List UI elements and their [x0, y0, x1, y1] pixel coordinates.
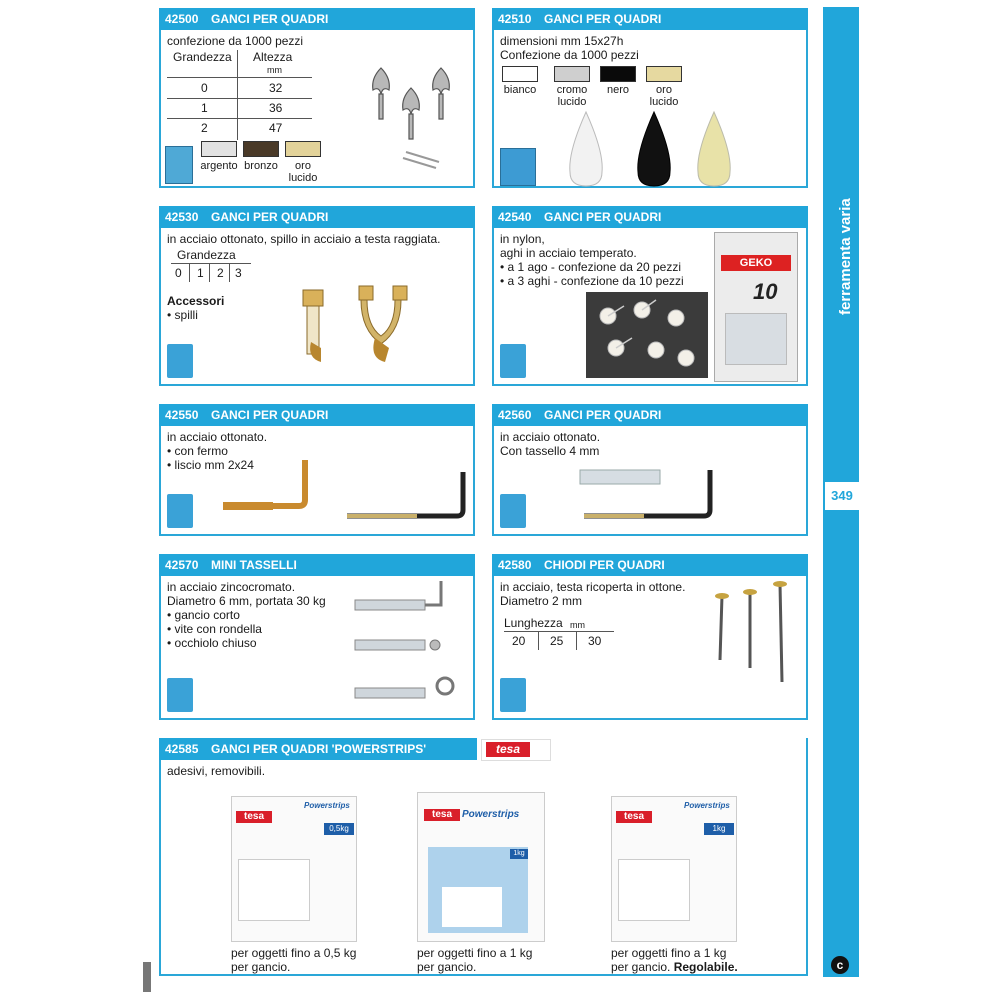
product-header: [492, 404, 808, 426]
hook-with-anchor-image: [578, 464, 738, 530]
table-rule: [171, 263, 251, 264]
accessories-item: • spilli: [167, 308, 198, 322]
bag-icon: [167, 678, 193, 712]
product-title: GANCI PER QUADRI: [544, 210, 662, 224]
product-header: [159, 554, 475, 576]
swatch-label: lucido: [557, 96, 587, 108]
product-code: 42580: [498, 558, 532, 572]
length-cell: 30: [588, 634, 602, 648]
pack-weight: 0,5kg: [324, 823, 354, 835]
section-label: [826, 175, 862, 325]
swatch-bianco: [502, 66, 538, 82]
copyright-icon: c: [831, 956, 849, 974]
product-header: [492, 554, 808, 576]
description: • liscio mm 2x24: [167, 458, 254, 472]
pack-weight: 1kg: [510, 849, 528, 859]
powerstrips-package-1: [231, 796, 357, 942]
swatch-label: lucido: [288, 172, 318, 184]
description: • con fermo: [167, 444, 228, 458]
product-title: GANCI PER QUADRI: [544, 12, 662, 26]
description: in acciaio zincocromato.: [167, 580, 296, 594]
swatch-label: cromo: [556, 84, 588, 96]
description: in acciaio, testa ricoperta in ottone.: [500, 580, 686, 594]
bag-icon: [167, 494, 193, 528]
size-cell: 0: [175, 266, 182, 280]
product-header: [159, 404, 475, 426]
size-label: Grandezza: [177, 248, 236, 262]
product-42570: [159, 554, 475, 720]
table-rule: [167, 77, 312, 78]
table-header-height: Altezza: [253, 50, 293, 64]
caption: per oggetti fino a 1 kg: [417, 946, 533, 960]
mini-anchors-image: [351, 578, 461, 716]
product-code: 42530: [165, 210, 199, 224]
fleur-de-lis-hooks-image: [351, 48, 471, 178]
swatch-label: oro: [295, 160, 311, 172]
description: • vite con rondella: [167, 622, 262, 636]
description: • occhiolo chiuso: [167, 636, 257, 650]
table-header-size: Grandezza: [173, 50, 232, 64]
product-42580: [492, 554, 808, 720]
swatch-nero: [600, 66, 636, 82]
table-divider: [237, 50, 238, 140]
product-code: 42500: [165, 12, 199, 26]
product-title: GANCI PER QUADRI: [211, 12, 329, 26]
geko-package: [714, 232, 798, 382]
caption: per oggetti fino a 1 kg: [611, 946, 727, 960]
product-code: 42540: [498, 210, 532, 224]
caption: per gancio.: [231, 960, 291, 974]
table-cell: 2: [201, 121, 208, 135]
description: • gancio corto: [167, 608, 240, 622]
hook-window: [618, 859, 690, 921]
swatch-label: bianco: [503, 84, 537, 96]
swatch-oro: [646, 66, 682, 82]
description: • a 1 ago - confezione da 20 pezzi: [500, 260, 681, 274]
l-hooks-image: [217, 458, 473, 528]
pack-sub: Powerstrips: [304, 801, 350, 810]
description: Confezione da 1000 pezzi: [500, 48, 639, 62]
product-header: [159, 738, 477, 760]
swatch-label: oro: [656, 84, 672, 96]
caption-bold: Regolabile.: [673, 960, 738, 974]
product-42530: [159, 206, 475, 386]
tesa-logo: [481, 739, 551, 761]
product-title: GANCI PER QUADRI: [211, 210, 329, 224]
size-cell: 3: [235, 266, 242, 280]
table-rule: [167, 98, 312, 99]
description: dimensioni mm 15x27h: [500, 34, 624, 48]
pack-brand: tesa: [616, 811, 652, 823]
picture-nails-image: [704, 578, 794, 688]
product-42500: [159, 8, 475, 188]
table-cell: 32: [269, 81, 283, 95]
description: confezione da 1000 pezzi: [167, 34, 304, 48]
product-title: GANCI PER QUADRI: [544, 408, 662, 422]
description: Diametro 6 mm, portata 30 kg: [167, 594, 326, 608]
table-cell: 0: [201, 81, 208, 95]
table-cell: 47: [269, 121, 283, 135]
table-divider: [538, 632, 539, 650]
description: Con tassello 4 mm: [500, 444, 600, 458]
description: in acciaio ottonato, spillo in acciaio a testa raggiata.: [167, 232, 441, 246]
bag-icon: [500, 344, 526, 378]
size-cell: 2: [217, 266, 224, 280]
pack-sub: Powerstrips: [684, 801, 730, 810]
table-header-unit: mm: [267, 65, 282, 75]
edge-marker: [143, 962, 151, 992]
table-rule: [167, 118, 312, 119]
bag-icon: [167, 344, 193, 378]
hook-window: [238, 859, 310, 921]
size-cell: 1: [197, 266, 204, 280]
product-title: CHIODI PER QUADRI: [544, 558, 665, 572]
table-divider: [576, 632, 577, 650]
product-header: [159, 206, 475, 228]
product-42560: [492, 404, 808, 536]
product-header: [159, 8, 475, 30]
product-code: 42510: [498, 12, 532, 26]
length-cell: 25: [550, 634, 564, 648]
pack-brand: tesa: [424, 809, 460, 821]
table-divider: [189, 264, 190, 282]
bag-icon: [500, 494, 526, 528]
powerstrips-package-2: [417, 792, 545, 942]
swatch-bronzo: [243, 141, 279, 157]
description: in nylon,: [500, 232, 545, 246]
pack-weight: 1kg: [704, 823, 734, 835]
description: in acciaio ottonato.: [500, 430, 601, 444]
pack-quantity: 10: [753, 279, 778, 304]
length-label: Lunghezza: [504, 616, 563, 630]
product-42585: [159, 738, 808, 976]
blister-pack-image: [500, 148, 536, 186]
swatch-label: bronzo: [244, 160, 278, 172]
length-unit: mm: [570, 620, 585, 630]
brand-label: GEKO: [721, 255, 791, 271]
product-header: [492, 8, 808, 30]
pack-sub: Powerstrips: [462, 809, 520, 820]
product-42550: [159, 404, 475, 536]
photo-window: [428, 847, 528, 933]
nylon-hooks-photo: [586, 292, 708, 378]
drop-hooks-image: [564, 106, 744, 190]
description: in acciaio ottonato.: [167, 430, 268, 444]
bag-icon: [500, 678, 526, 712]
caption: per oggetti fino a 0,5 kg: [231, 946, 357, 960]
description: adesivi, removibili.: [167, 764, 266, 778]
brand-text: tesa: [486, 742, 530, 757]
product-title: GANCI PER QUADRI 'POWERSTRIPS': [211, 742, 427, 756]
product-code: 42585: [165, 742, 199, 756]
blister-window: [725, 313, 787, 365]
swatch-label: nero: [606, 84, 630, 96]
pack-brand: tesa: [236, 811, 272, 823]
caption-text: per gancio.: [611, 960, 671, 974]
product-title: MINI TASSELLI: [211, 558, 297, 572]
swatch-argento: [201, 141, 237, 157]
product-code: 42550: [165, 408, 199, 422]
table-rule: [504, 631, 614, 632]
swatch-label: lucido: [649, 96, 679, 108]
product-code: 42560: [498, 408, 532, 422]
description: • a 3 aghi - confezione da 10 pezzi: [500, 274, 684, 288]
page-number: 349: [823, 482, 859, 510]
description: aghi in acciaio temperato.: [500, 246, 637, 260]
table-cell: 36: [269, 101, 283, 115]
swatch-label: argento: [200, 160, 238, 172]
product-code: 42570: [165, 558, 199, 572]
brass-hooks-image: [297, 282, 417, 372]
table-cell: 1: [201, 101, 208, 115]
caption: per gancio.: [417, 960, 477, 974]
swatch-oro: [285, 141, 321, 157]
product-42510: [492, 8, 808, 188]
svg-text:ferramenta varia: ferramenta varia: [837, 198, 854, 315]
description: Diametro 2 mm: [500, 594, 583, 608]
product-header: [492, 206, 808, 228]
accessories-title: Accessori: [167, 294, 225, 308]
blister-pack-image: [165, 146, 193, 184]
table-divider: [209, 264, 210, 282]
white-hook: [442, 887, 502, 927]
swatch-cromo: [554, 66, 590, 82]
powerstrips-package-3: [611, 796, 737, 942]
product-42540: [492, 206, 808, 386]
table-divider: [229, 264, 230, 282]
length-cell: 20: [512, 634, 526, 648]
caption: [611, 960, 738, 975]
product-title: GANCI PER QUADRI: [211, 408, 329, 422]
